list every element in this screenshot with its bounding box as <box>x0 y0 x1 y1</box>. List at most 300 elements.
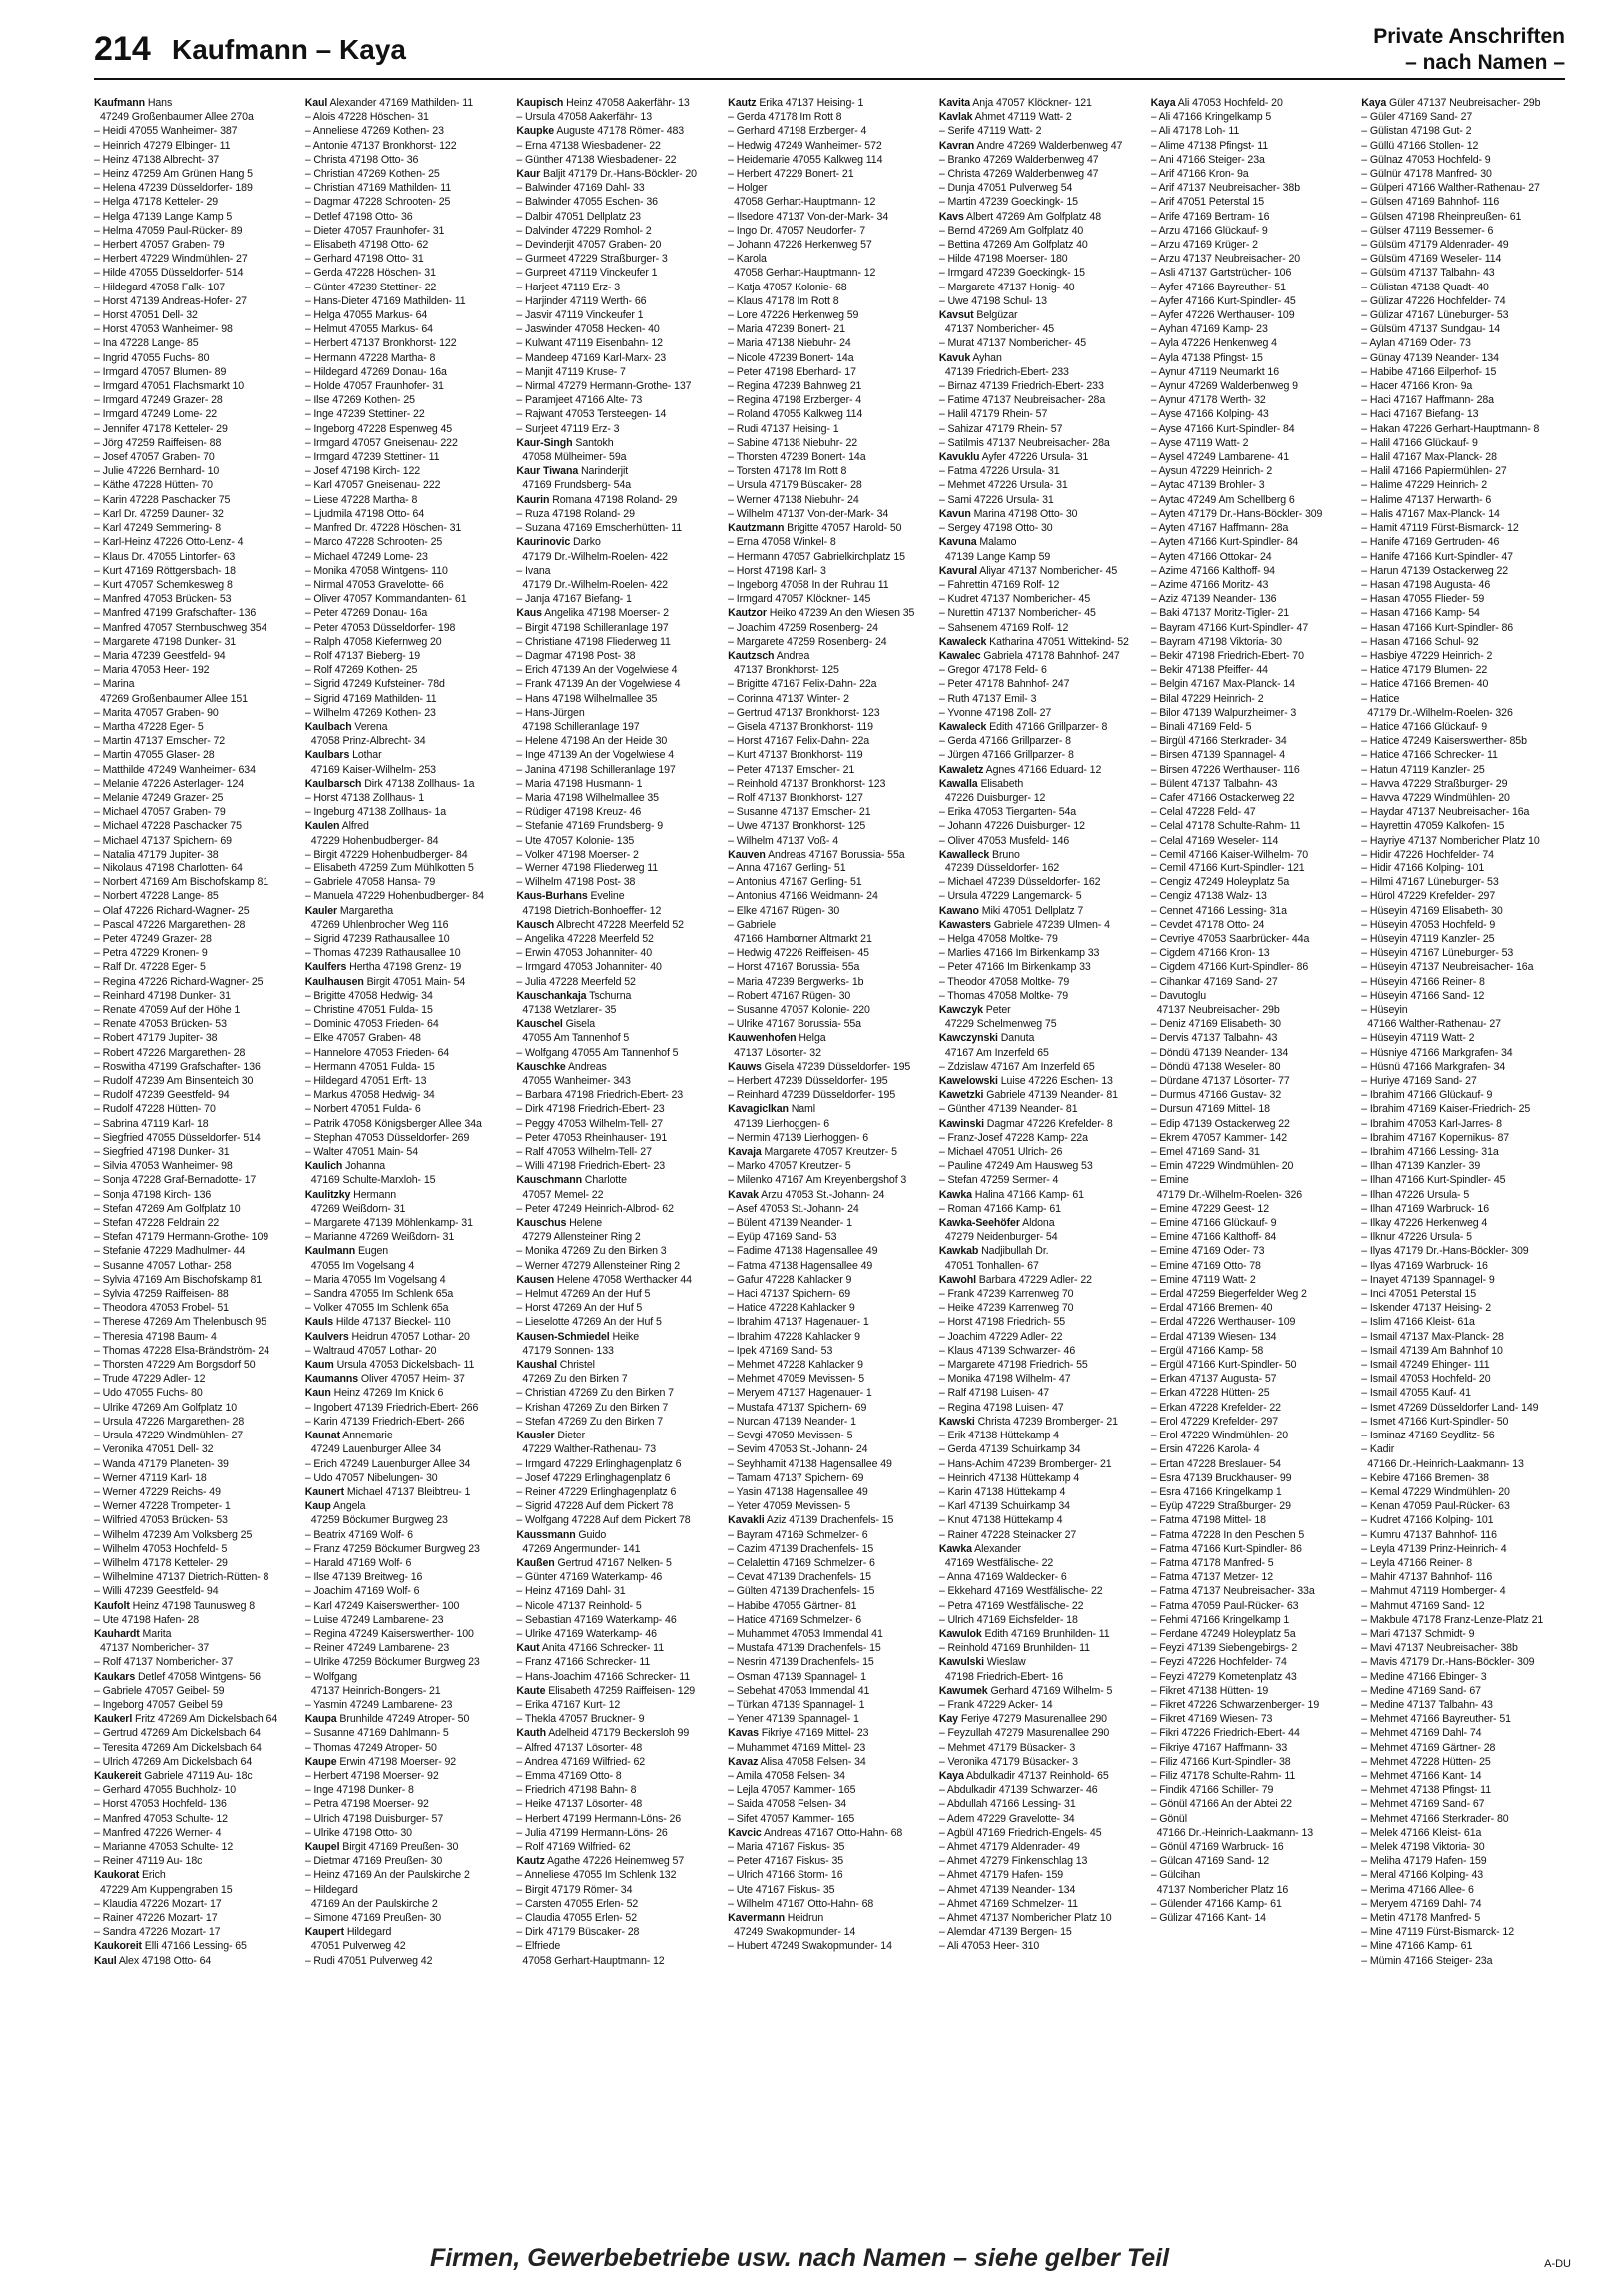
entry-text: – Udo 47055 Fuchs- 80 <box>94 1387 203 1400</box>
entry-text: – Deniz 47169 Elisabeth- 30 <box>1150 1018 1281 1031</box>
directory-entry <box>94 1513 297 1527</box>
entry-text: – Ilyas 47179 Dr.-Hans-Böckler- 309 <box>1361 1245 1529 1258</box>
directory-entry <box>1361 238 1565 252</box>
entry-text: – Marita 47057 Graben- 90 <box>94 706 219 719</box>
directory-entry <box>516 875 720 889</box>
entry-text: – Islim 47166 Kleist- 61a <box>1361 1316 1475 1329</box>
directory-entry <box>516 1202 720 1216</box>
directory-entry <box>939 1457 1143 1471</box>
directory-entry <box>1361 1442 1565 1456</box>
entry-text: – Haci 47167 Haffmann- 28a <box>1361 394 1494 407</box>
entry-text: – Fatime 47137 Neubreisacher- 28a <box>938 394 1106 407</box>
directory-entry <box>516 791 720 805</box>
entry-text: – Durmus 47166 Gustav- 32 <box>1150 1089 1282 1102</box>
directory-entry <box>94 322 297 336</box>
directory-entry <box>728 1939 931 1953</box>
entry-text: – Gönül 47166 An der Abtei 22 <box>1150 1798 1292 1811</box>
surname: Kaya <box>1150 97 1176 109</box>
directory-entry <box>939 1655 1143 1669</box>
entry-text: – Hakan 47226 Gerhart-Hauptmann- 8 <box>1361 422 1540 435</box>
entry-text: – Regina 47198 Erzberger- 4 <box>728 394 862 407</box>
directory-entry <box>516 1641 720 1655</box>
directory-entry <box>516 181 720 195</box>
directory-entry <box>516 1442 720 1456</box>
entry-text: – Sigrid 47228 Auf dem Pickert 78 <box>516 1500 674 1513</box>
entry-text: – Hayriye 47137 Nombericher Platz 10 <box>1361 834 1540 847</box>
surname: Kaur <box>516 168 541 181</box>
entry-text: Heinz 47198 Taunusweg 8 <box>129 1599 256 1612</box>
surname: Kauschmann <box>516 1174 582 1187</box>
surname: Kavuna <box>938 536 977 549</box>
directory-entry <box>728 1712 931 1726</box>
entry-text: – Hatice 47228 Kahlacker 9 <box>728 1302 855 1315</box>
directory-entry <box>305 464 509 478</box>
entry-text: – Ismail 47137 Max-Planck- 28 <box>1361 1330 1504 1343</box>
directory-entry <box>305 706 509 720</box>
directory-entry <box>516 663 720 677</box>
entry-text: – Dalbir 47051 Dellplatz 23 <box>516 210 641 223</box>
directory-entry <box>94 904 297 918</box>
entry-text: – Gertrud 47269 Am Dickelsbach 64 <box>94 1727 261 1740</box>
directory-entry <box>516 252 720 266</box>
surname: Kauschke <box>516 1060 566 1073</box>
entry-text: – Erwin 47053 Johanniter- 40 <box>516 947 653 960</box>
surname: Kavsut <box>938 309 974 322</box>
directory-entry <box>305 1259 509 1273</box>
entry-text: Gabriele 47139 Neander- 81 <box>983 1089 1118 1102</box>
directory-entry <box>728 181 931 195</box>
entry-text: Edith 47169 Brunhilden- 11 <box>981 1627 1110 1640</box>
entry-text: – Ilknur 47226 Ursula- 5 <box>1361 1231 1472 1244</box>
entry-text: – Liese 47228 Martha- 8 <box>304 493 418 506</box>
entry-text: – Trude 47229 Adler- 12 <box>94 1373 206 1386</box>
directory-entry <box>94 139 297 153</box>
entry-text: – Seyhhamit 47138 Hagensallee 49 <box>728 1457 892 1470</box>
entry-text: – Peter 47269 Donau- 16a <box>304 607 428 620</box>
entry-text: – Stefan 47259 Sermer- 4 <box>938 1174 1059 1187</box>
entry-text: – Andrea 47169 Wilfried- 62 <box>516 1755 646 1768</box>
directory-entry <box>516 507 720 521</box>
entry-text: – Hüseyin 47167 Lüneburger- 53 <box>1361 947 1514 960</box>
entry-text: – Mehmet 47059 Mevissen- 5 <box>728 1373 865 1386</box>
entry-text: 47198 Schilleranlage 197 <box>522 720 640 733</box>
directory-entry <box>939 153 1143 167</box>
directory-entry <box>728 578 931 592</box>
directory-column-5 <box>939 96 1143 2222</box>
directory-entry <box>94 153 297 167</box>
directory-entry <box>305 889 509 903</box>
directory-entry <box>94 1726 297 1740</box>
directory-column-1 <box>94 96 297 2222</box>
directory-entry <box>728 960 931 974</box>
directory-entry <box>728 606 931 620</box>
directory-entry <box>94 181 297 195</box>
directory-entry <box>728 153 931 167</box>
entry-text: – Marina <box>94 678 135 691</box>
entry-text: – Helmut 47269 An der Huf 5 <box>516 1288 651 1301</box>
entry-text: Fikriye 47169 Mittel- 23 <box>758 1727 869 1740</box>
directory-entry <box>1151 124 1354 138</box>
directory-entry <box>94 1216 297 1230</box>
directory-entry <box>1361 1726 1565 1740</box>
entry-text: Nadjibullah Dr. <box>978 1245 1049 1258</box>
entry-text: – Nirmal 47279 Hermann-Grothe- 137 <box>516 380 692 393</box>
entry-text: – Christian 47269 Kothen- 25 <box>304 168 440 181</box>
entry-text: – Emine <box>1150 1174 1189 1187</box>
surname: Kaumanns <box>304 1373 359 1386</box>
directory-entry <box>94 1499 297 1513</box>
directory-entry <box>305 336 509 350</box>
directory-entry <box>94 1386 297 1400</box>
directory-entry <box>939 1627 1143 1641</box>
directory-entry <box>305 1273 509 1287</box>
entry-text: – Rolf 47137 Bronkhorst- 127 <box>728 791 863 804</box>
entry-text: – Rajwant 47053 Tersteegen- 14 <box>516 408 667 421</box>
directory-entry <box>939 677 1143 691</box>
entry-text: – Cigdem 47166 Kron- 13 <box>1150 947 1270 960</box>
entry-text: Edith 47166 Grillparzer- 8 <box>986 720 1108 733</box>
entry-text: – Melek 47198 Viktoria- 30 <box>1361 1840 1485 1853</box>
directory-entry <box>516 1259 720 1273</box>
entry-text: – Aynur 47178 Werth- 32 <box>1150 394 1266 407</box>
directory-entry <box>94 1684 297 1698</box>
entry-text: – Edip 47139 Ostackerweg 22 <box>1150 1117 1290 1130</box>
entry-text: – Herbert 47229 Bonert- 21 <box>728 168 854 181</box>
directory-entry <box>1361 393 1565 407</box>
directory-entry <box>94 1173 297 1187</box>
entry-text: – Hildegard <box>304 1883 358 1896</box>
directory-entry <box>516 1726 720 1740</box>
surname: Kawka <box>938 1188 972 1201</box>
surname: Kaukerl <box>94 1713 133 1726</box>
entry-text: – Aytac 47139 Brohler- 3 <box>1150 479 1265 492</box>
entry-text: – Wilhelm 47198 Post- 38 <box>516 876 636 889</box>
directory-entry <box>939 578 1143 592</box>
entry-text: – Halil 47166 Glückauf- 9 <box>1361 436 1478 449</box>
entry-text: – Helga 47139 Lange Kamp 5 <box>94 210 233 223</box>
entry-text: – Manuela 47229 Hohenbudberger- 84 <box>304 890 484 903</box>
surname: Kautzsch <box>728 649 775 662</box>
directory-entry <box>94 946 297 960</box>
directory-entry <box>939 1301 1143 1315</box>
entry-text: – Günay 47139 Neander- 134 <box>1361 351 1499 364</box>
directory-entry <box>94 578 297 592</box>
directory-entry <box>1151 606 1354 620</box>
directory-entry <box>305 848 509 861</box>
entry-text: Malamo <box>976 536 1017 549</box>
entry-text: – Heinz 47138 Albrecht- 37 <box>94 153 220 166</box>
directory-entry <box>1151 1684 1354 1698</box>
directory-entry <box>939 904 1143 918</box>
directory-entry <box>728 1145 931 1159</box>
entry-text: – Margarete 47198 Dunker- 31 <box>94 635 237 648</box>
directory-entry <box>1151 1542 1354 1556</box>
directory-entry <box>1361 1755 1565 1769</box>
entry-text: – Amila 47058 Felsen- 34 <box>728 1769 845 1782</box>
entry-text: – Ilhan 47169 Warbruck- 16 <box>1361 1202 1490 1215</box>
directory-entry <box>1151 181 1354 195</box>
directory-entry <box>94 748 297 762</box>
entry-text: Christel <box>556 1359 595 1372</box>
entry-text: – Monika 47198 Wilhelm- 47 <box>938 1373 1071 1386</box>
entry-text: – Gülcihan <box>1150 1869 1201 1882</box>
surname: Kaulbarsch <box>304 777 362 790</box>
page-header <box>94 25 1565 80</box>
entry-text: 47166 Dr.-Heinrich-Laakmann- 13 <box>1367 1457 1524 1470</box>
entry-text: Aliyar 47137 Nombericher- 45 <box>977 564 1118 577</box>
entry-text: – Cennet 47166 Lessing- 31a <box>1150 904 1287 917</box>
entry-text: – Hedwig 47226 Reiffeisen- 45 <box>728 947 869 960</box>
entry-text: Tschurna <box>586 989 632 1002</box>
surname: Kavran <box>938 139 975 152</box>
entry-text: – Sylvia 47259 Raiffeisen- 88 <box>94 1288 229 1301</box>
entry-text: Margaretha <box>337 904 394 917</box>
entry-text: – Werner 47279 Allensteiner Ring 2 <box>516 1259 681 1272</box>
entry-text: – Ulrich 47169 Eichsfelder- 18 <box>938 1613 1078 1626</box>
entry-text: – Hüseyin 47053 Hochfeld- 9 <box>1361 918 1496 931</box>
entry-text: – Gisela 47137 Bronkhorst- 119 <box>728 720 873 733</box>
entry-text: – Erik 47138 Hüttekamp 4 <box>938 1430 1059 1442</box>
directory-entry <box>516 1301 720 1315</box>
entry-text: – Johann 47226 Duisburger- 12 <box>938 820 1085 833</box>
directory-entry <box>516 1330 720 1344</box>
directory-entry <box>728 1415 931 1429</box>
entry-text: – Sami 47226 Ursula- 31 <box>938 493 1054 506</box>
entry-text: – Theodora 47053 Frobel- 51 <box>94 1302 229 1315</box>
directory-entry <box>516 1117 720 1131</box>
entry-text: – Anneliese 47055 Im Schlenk 132 <box>516 1869 677 1882</box>
directory-entry <box>305 960 509 974</box>
directory-entry <box>728 1442 931 1456</box>
directory-entry <box>1151 1627 1354 1641</box>
directory-entry <box>305 1188 509 1202</box>
directory-entry <box>94 1031 297 1045</box>
entry-text: – Hasan 47166 Schul- 92 <box>1361 635 1479 648</box>
entry-text: – Leyla 47139 Prinz-Heinrich- 4 <box>1361 1542 1507 1555</box>
entry-text: – Hürol 47229 Krefelder- 297 <box>1361 890 1496 903</box>
directory-entry <box>305 1499 509 1513</box>
entry-text: – Kumru 47137 Bahnhof- 116 <box>1361 1528 1497 1541</box>
entry-text: – Horst 47139 Andreas-Hofer- 27 <box>94 294 247 307</box>
entry-text: – Ursula 47179 Büscaker- 28 <box>728 479 862 492</box>
entry-text: – Heike 47137 Lösorter- 48 <box>516 1798 643 1811</box>
entry-text: – Günther 47138 Wiesbadener- 22 <box>516 153 677 166</box>
entry-text: – Detlef 47198 Otto- 36 <box>304 210 413 223</box>
entry-text: – Martin 47137 Emscher- 72 <box>94 735 226 748</box>
entry-text: Marina 47198 Otto- 30 <box>970 507 1078 520</box>
directory-entry <box>516 592 720 606</box>
directory-entry <box>939 819 1143 833</box>
entry-text: – Ibrahim 47137 Hagenauer- 1 <box>728 1316 869 1329</box>
entry-text: – Ismail 47249 Ehinger- 111 <box>1361 1359 1490 1372</box>
entry-text: – Birgit 47198 Schilleranlage 197 <box>516 621 669 634</box>
entry-text: – Ismet 47166 Kurt-Spindler- 50 <box>1361 1415 1509 1428</box>
directory-entry <box>305 1769 509 1783</box>
directory-entry <box>94 1883 297 1897</box>
surname: Kawulski <box>938 1656 984 1669</box>
surname: Kaur Tiwana <box>516 465 579 478</box>
directory-entry <box>516 1812 720 1826</box>
directory-entry <box>305 748 509 762</box>
directory-entry <box>728 351 931 365</box>
directory-entry <box>728 1769 931 1783</box>
directory-entry <box>516 1344 720 1358</box>
entry-text: – Fikret 47169 Wiesen- 73 <box>1150 1713 1273 1726</box>
directory-entry <box>305 1655 509 1669</box>
entry-text: – Bekir 47198 Friedrich-Ebert- 70 <box>1150 649 1304 662</box>
directory-entry <box>728 720 931 734</box>
directory-entry <box>1151 1372 1354 1386</box>
entry-text: – Cevriye 47053 Saarbrücker- 44a <box>1150 932 1310 945</box>
directory-entry <box>305 834 509 848</box>
entry-text: – Kurt 47137 Bronkhorst- 119 <box>728 749 863 762</box>
directory-entry <box>94 1769 297 1783</box>
entry-text: – Kadir <box>1361 1443 1395 1456</box>
entry-text: – Frank 47139 An der Vogelwiese 4 <box>516 678 681 691</box>
directory-entry <box>939 1230 1143 1244</box>
directory-entry <box>305 1897 509 1911</box>
directory-entry <box>305 478 509 492</box>
entry-text: – Hilmi 47167 Lüneburger- 53 <box>1361 876 1499 889</box>
directory-entry <box>939 975 1143 989</box>
entry-text: – Maria 47198 Husmann- 1 <box>516 777 643 790</box>
entry-text: – Hasan 47055 Flieder- 59 <box>1361 593 1485 606</box>
entry-text: Heike <box>609 1330 640 1343</box>
entry-text: 47249 Lauenburger Allee 34 <box>310 1443 442 1456</box>
entry-text: 47166 Dr.-Heinrich-Laakmann- 13 <box>1156 1826 1314 1839</box>
entry-text: – Janja 47167 Biefang- 1 <box>516 593 632 606</box>
surname: Kawaleck <box>938 720 987 733</box>
page-number: 214 <box>94 30 151 68</box>
entry-text: – Sabine 47138 Niebuhr- 22 <box>728 436 858 449</box>
entry-text: – Gülizar 47166 Kant- 14 <box>1150 1912 1266 1924</box>
directory-entry <box>305 393 509 407</box>
directory-entry <box>728 791 931 805</box>
surname: Kautz <box>516 1855 545 1868</box>
directory-entry <box>728 1273 931 1287</box>
directory-entry <box>1151 281 1354 294</box>
directory-entry <box>1361 649 1565 663</box>
entry-text: – Arif 47051 Peterstal 15 <box>1150 196 1265 209</box>
entry-text: – Ralf 47053 Wilhelm-Tell- 27 <box>516 1146 652 1159</box>
entry-text: – Thomas 47228 Elsa-Brändström- 24 <box>94 1344 270 1357</box>
entry-text: – Dursun 47169 Mittel- 18 <box>1150 1103 1270 1116</box>
entry-text: – Halime 47229 Heinrich- 2 <box>1361 479 1488 492</box>
entry-text: Arzu 47053 St.-Johann- 24 <box>758 1188 885 1201</box>
directory-entry <box>939 1570 1143 1584</box>
entry-text: – Herbert 47198 Moerser- 92 <box>304 1769 439 1782</box>
entry-text: Angelika 47198 Moerser- 2 <box>541 607 669 620</box>
entry-text: – Ulrike 47259 Böckumer Burgweg 23 <box>304 1656 480 1669</box>
entry-text: 47198 Friedrich-Ebert- 16 <box>944 1670 1064 1683</box>
directory-entry <box>516 450 720 464</box>
entry-text: – Ismail 47139 Am Bahnhof 10 <box>1361 1344 1503 1357</box>
directory-entry <box>1151 1457 1354 1471</box>
directory-entry <box>305 1954 509 1968</box>
entry-text: – Gabriele 47057 Geibel- 59 <box>94 1684 225 1697</box>
entry-text: – Frank 47229 Acker- 14 <box>938 1698 1053 1711</box>
directory-entry <box>305 564 509 578</box>
directory-entry <box>939 1939 1143 1953</box>
entry-text: 47058 Mülheimer- 59a <box>522 451 627 464</box>
directory-entry <box>94 734 297 748</box>
entry-text: – Sevim 47053 St.-Johann- 24 <box>728 1443 868 1456</box>
directory-entry <box>1151 308 1354 322</box>
directory-entry <box>94 1670 297 1684</box>
entry-text: Danuta <box>997 1032 1035 1045</box>
directory-entry <box>1151 1528 1354 1542</box>
directory-entry <box>94 1897 297 1911</box>
directory-entry <box>728 1726 931 1740</box>
entry-text: – Erkan 47228 Krefelder- 22 <box>1150 1401 1281 1414</box>
directory-entry <box>516 734 720 748</box>
directory-entry <box>1361 706 1565 720</box>
directory-entry <box>305 946 509 960</box>
section-title-line1: Private Anschriften <box>1373 25 1565 48</box>
directory-entry <box>516 1627 720 1641</box>
directory-entry <box>516 649 720 663</box>
entry-text: – Hatice <box>1361 692 1400 705</box>
entry-text: – Ergül 47166 Kamp- 58 <box>1150 1344 1264 1357</box>
directory-entry <box>939 1344 1143 1358</box>
directory-entry <box>94 110 297 124</box>
directory-entry <box>1361 153 1565 167</box>
entry-text: 47179 Dr.-Wilhelm-Roelen- 326 <box>1367 706 1513 719</box>
entry-text: – Holde 47057 Fraunhofer- 31 <box>304 380 444 393</box>
surname: Kawski <box>938 1415 975 1428</box>
entry-text: – Sigrid 47249 Kufsteiner- 78d <box>304 678 445 691</box>
directory-entry <box>1361 1216 1565 1230</box>
entry-text: – Rudolf 47228 Hütten- 70 <box>94 1103 216 1116</box>
directory-entry <box>516 1003 720 1017</box>
directory-entry <box>305 1202 509 1216</box>
entry-text: – Harun 47139 Ostackerweg 22 <box>1361 564 1509 577</box>
entry-text: – Mehmet 47228 Kahlacker 9 <box>728 1359 863 1372</box>
entry-text: – Cigdem 47166 Kurt-Spindler- 86 <box>1150 961 1309 974</box>
entry-text: Dagmar 47226 Krefelder- 8 <box>983 1117 1113 1130</box>
directory-entry <box>1151 210 1354 224</box>
directory-entry <box>305 1315 509 1329</box>
directory-entry <box>94 1840 297 1854</box>
entry-text: – Helga 47055 Markus- 64 <box>304 309 428 322</box>
directory-entry <box>305 1684 509 1698</box>
directory-entry <box>939 535 1143 549</box>
entry-text: – Ilse 47139 Breitweg- 16 <box>304 1571 423 1584</box>
entry-text: – Theodor 47058 Moltke- 79 <box>938 975 1070 988</box>
surname: Kawohl <box>938 1273 976 1286</box>
entry-text: – Ilsedore 47137 Von-der-Mark- 34 <box>728 210 889 223</box>
directory-entry <box>94 1301 297 1315</box>
directory-entry <box>728 124 931 138</box>
entry-text: – Herbert 47239 Düsseldorfer- 195 <box>728 1075 888 1088</box>
entry-text: – Peter 47178 Bahnhof- 247 <box>938 678 1070 691</box>
directory-entry <box>728 96 931 110</box>
entry-text: 47051 Pulverweg 42 <box>310 1940 406 1953</box>
entry-text: – Emine 47169 Otto- 78 <box>1150 1259 1261 1272</box>
directory-entry <box>305 932 509 946</box>
entry-text: – Cevdet 47178 Otto- 24 <box>1150 918 1265 931</box>
entry-text: – Ahmet 47137 Nombericher Platz 10 <box>938 1912 1112 1924</box>
entry-text: – Dieter 47057 Fraunhofer- 31 <box>304 224 445 237</box>
directory-entry <box>1361 181 1565 195</box>
entry-text: – Bekir 47138 Pfeiffer- 44 <box>1150 664 1268 677</box>
directory-entry <box>94 1783 297 1797</box>
entry-text: – Peter 47167 Fiskus- 35 <box>728 1855 844 1868</box>
directory-entry <box>516 210 720 224</box>
entry-text: – Karin 47139 Friedrich-Ebert- 266 <box>304 1415 465 1428</box>
entry-text: – Ulrike 47167 Borussia- 55a <box>728 1018 861 1031</box>
directory-entry <box>728 1783 931 1797</box>
